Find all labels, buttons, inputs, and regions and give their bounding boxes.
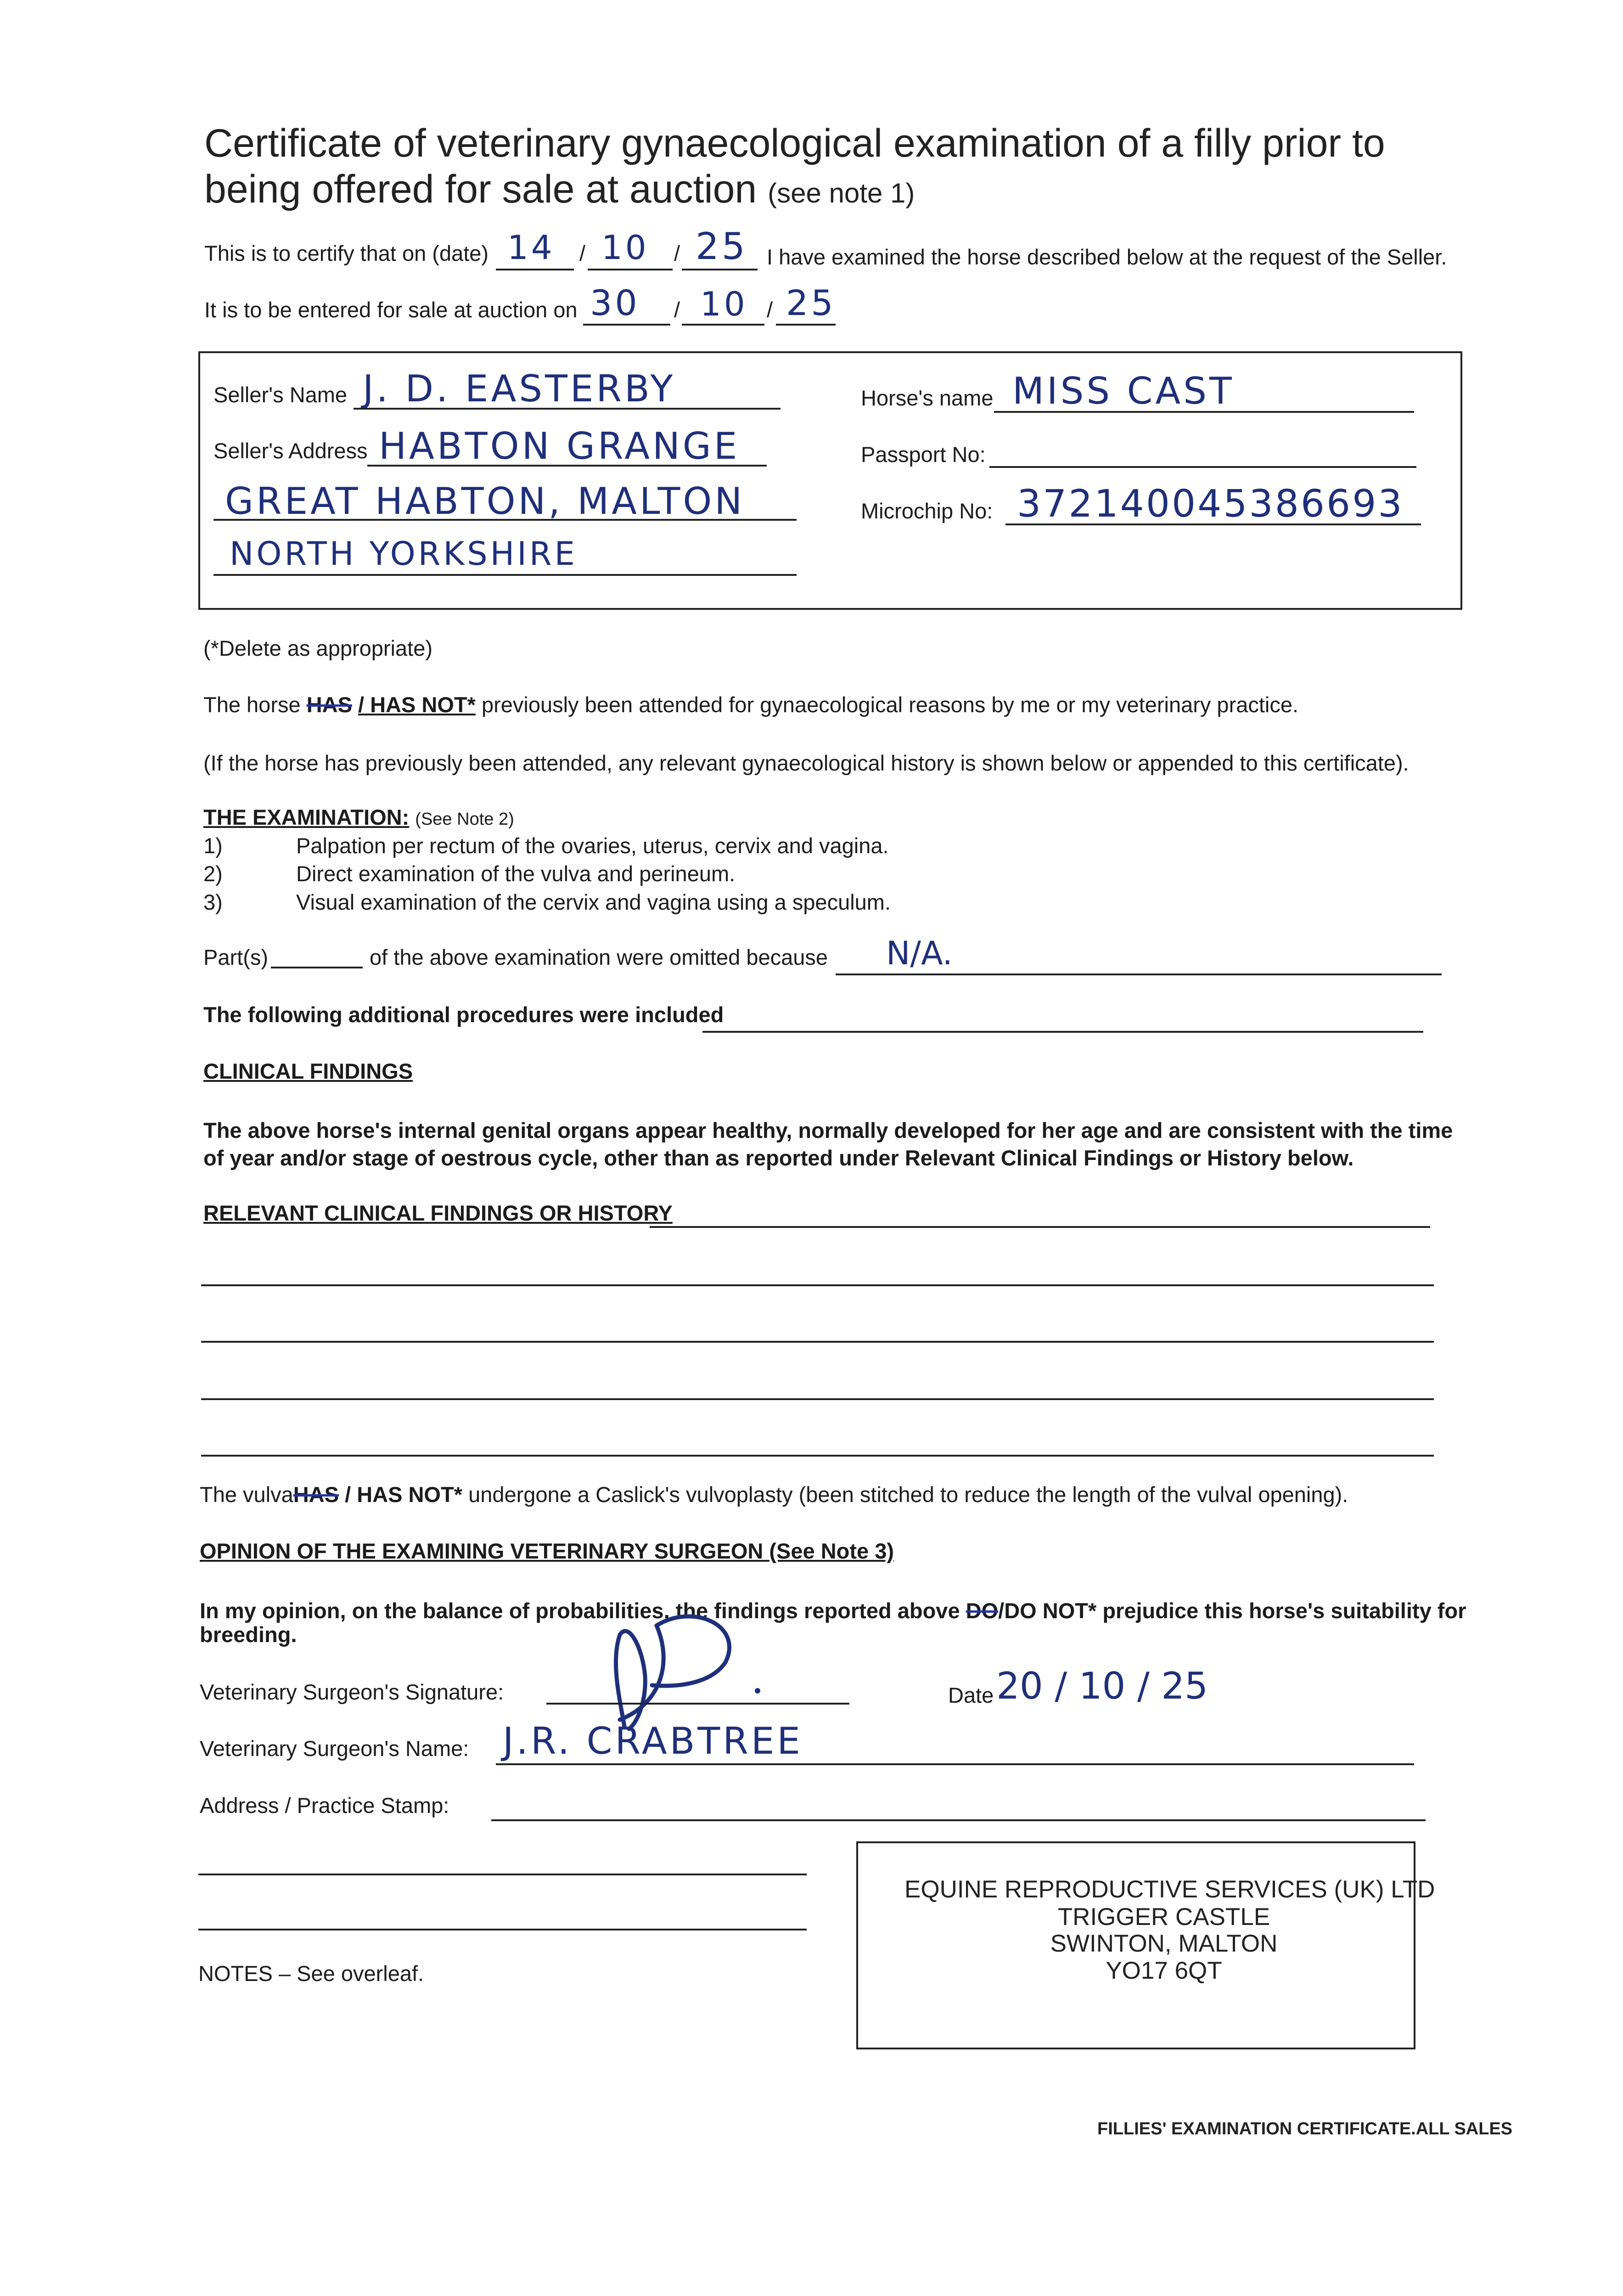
attended-statement [203,691,1298,719]
stamp-line1: EQUINE REPRODUCTIVE SERVICES (UK) LTD [904,1876,1435,1903]
sale-day-line [583,324,670,326]
seller-address-line3: NORTH YORKSHIRE [230,535,578,573]
signature-mark [592,1607,813,1736]
seller-address-line2-rule [213,519,797,521]
certify-day: 14 [507,228,555,267]
title-note: (see note 1) [768,178,915,208]
omitted-prefix: Part(s) [203,945,268,969]
sale-month: 10 [700,285,748,323]
certify-slash-1: / [579,241,586,265]
history-note: (If the horse has previously been attended, any relevant gynaecological history is shown below or appended to this certificate). [203,751,1409,775]
omitted-middle: of the above examination were omitted because [370,945,828,969]
notes-overleaf: NOTES – See overleaf. [198,1961,424,1986]
sale-day: 30 [590,282,640,323]
omitted-reason-line [836,974,1442,975]
attended-prefix: The horse [203,692,301,717]
page-title [204,120,1490,216]
vulva-statement [200,1481,1348,1508]
surgeon-name-label: Veterinary Surgeon's Name: [200,1736,469,1761]
sale-year-line [776,324,836,326]
examination-heading-row [203,804,514,833]
examination-heading: THE EXAMINATION: [203,805,410,829]
exam-item-3-num: 3) [203,890,223,914]
examination-heading-note: (See Note 2) [415,810,514,829]
clinical-statement: The above horse's internal genital organs appear healthy, normally developed for her age and are consistent with the time of year and/or stage of oestrous cycle, other than as reported under Relevant Clinical Findings or History below. [203,1118,1453,1170]
stamp-line4: YO17 6QT [1106,1957,1222,1984]
seller-name-label: Seller's Name [213,383,348,407]
vulva-prefix: The vulva [200,1482,293,1507]
sale-prefix: It is to be entered for sale at auction on [204,298,578,322]
address-line-2 [198,1929,807,1930]
additional-procedures: The following additional procedures were included [203,1002,724,1027]
additional-procedures-line [702,1031,1423,1033]
sale-year: 25 [786,282,836,323]
exam-item-2-text: Direct examination of the vulva and perineum. [296,861,736,886]
date-value: 20 / 10 / 25 [996,1665,1208,1707]
opinion-line2: breeding. [200,1622,297,1647]
certify-month-line [588,269,673,270]
seller-address-line1-rule [367,465,767,467]
relevant-line-3 [201,1398,1434,1400]
sale-month-line [682,324,764,326]
attended-suffix: previously been attended for gynaecological reasons by me or my veterinary practice. [481,692,1299,717]
exam-item-1-num: 1) [203,833,223,858]
surgeon-name-value: J.R. CRABTREE [503,1720,803,1762]
omitted-value: N/A. [886,934,953,972]
signature-line [546,1703,849,1705]
opinion-do-struck: DO [966,1598,999,1623]
relevant-findings-heading: RELEVANT CLINICAL FINDINGS OR HISTORY [203,1201,673,1225]
exam-item-2-num: 2) [203,861,223,886]
relevant-line-1 [201,1284,1434,1286]
seller-name-value: J. D. EASTERBY [363,367,676,410]
surgeon-name-line [496,1763,1414,1765]
relevant-line-2 [201,1341,1434,1343]
microchip-line [1005,523,1421,525]
seller-name-line [354,408,781,410]
certify-year: 25 [696,225,748,268]
signature-label: Veterinary Surgeon's Signature: [200,1680,504,1704]
certify-month: 10 [601,228,649,267]
omitted-parts-line [271,967,363,968]
microchip-label: Microchip No: [861,499,993,523]
seller-address-line3-rule [213,574,797,576]
title-text: Certificate of veterinary gynaecological examination of a filly prior to being offered for sale at auction [204,121,1385,211]
sale-slash-1: / [674,298,680,322]
sale-slash-2: / [767,298,773,322]
date-label: Date [948,1683,994,1707]
attended-has-struck: HAS [306,692,352,717]
certify-prefix: This is to certify that on (date) [204,241,489,265]
certify-year-line [682,269,758,270]
vulva-has-not: / HAS NOT* [345,1482,462,1507]
opinion-prefix: In my opinion, on the balance of probabilities, the findings reported above [200,1598,960,1623]
certify-day-line [496,269,574,270]
microchip-value: 372140045386693 [1017,482,1404,526]
relevant-line-0 [650,1226,1430,1228]
attended-has-not: / HAS NOT* [358,692,476,717]
horse-name-label: Horse's name [861,386,994,410]
opinion-heading: OPINION OF THE EXAMINING VETERINARY SURGEON (See Note 3) [200,1539,894,1563]
certify-suffix: I have examined the horse described below at the request of the Seller. [767,245,1447,269]
vulva-suffix: undergone a Caslick's vulvoplasty (been stitched to reduce the length of the vulval opening). [468,1482,1348,1507]
seller-address-label: Seller's Address [213,439,368,463]
seller-address-line2: GREAT HABTON, MALTON [225,480,745,523]
seller-address-line1: HABTON GRANGE [379,425,740,467]
certify-slash-2: / [674,241,680,265]
vulva-has-struck: HAS [293,1482,339,1507]
address-line-0 [491,1819,1426,1821]
stamp-line3: SWINTON, MALTON [1050,1930,1278,1957]
passport-line [989,466,1416,468]
horse-name-value: MISS CAST [1012,370,1235,412]
address-stamp-label: Address / Practice Stamp: [200,1793,449,1818]
clinical-heading: CLINICAL FINDINGS [203,1059,413,1083]
opinion-do-not: /DO NOT* [998,1598,1097,1623]
horse-name-line [994,411,1414,413]
opinion-line1 [200,1597,1466,1625]
exam-item-1-text: Palpation per rectum of the ovaries, uterus, cervix and vagina. [296,833,889,858]
address-line-1 [198,1874,807,1875]
opinion-suffix: prejudice this horse's suitability for [1102,1598,1466,1623]
exam-item-3-text: Visual examination of the cervix and vagina using a speculum. [296,890,891,914]
stamp-line2: TRIGGER CASTLE [1057,1903,1270,1930]
passport-label: Passport No: [861,442,986,467]
relevant-line-4 [201,1455,1434,1457]
delete-note: (*Delete as appropriate) [203,636,432,660]
footer-label: FILLIES' EXAMINATION CERTIFICATE.ALL SALES [1097,2119,1513,2138]
